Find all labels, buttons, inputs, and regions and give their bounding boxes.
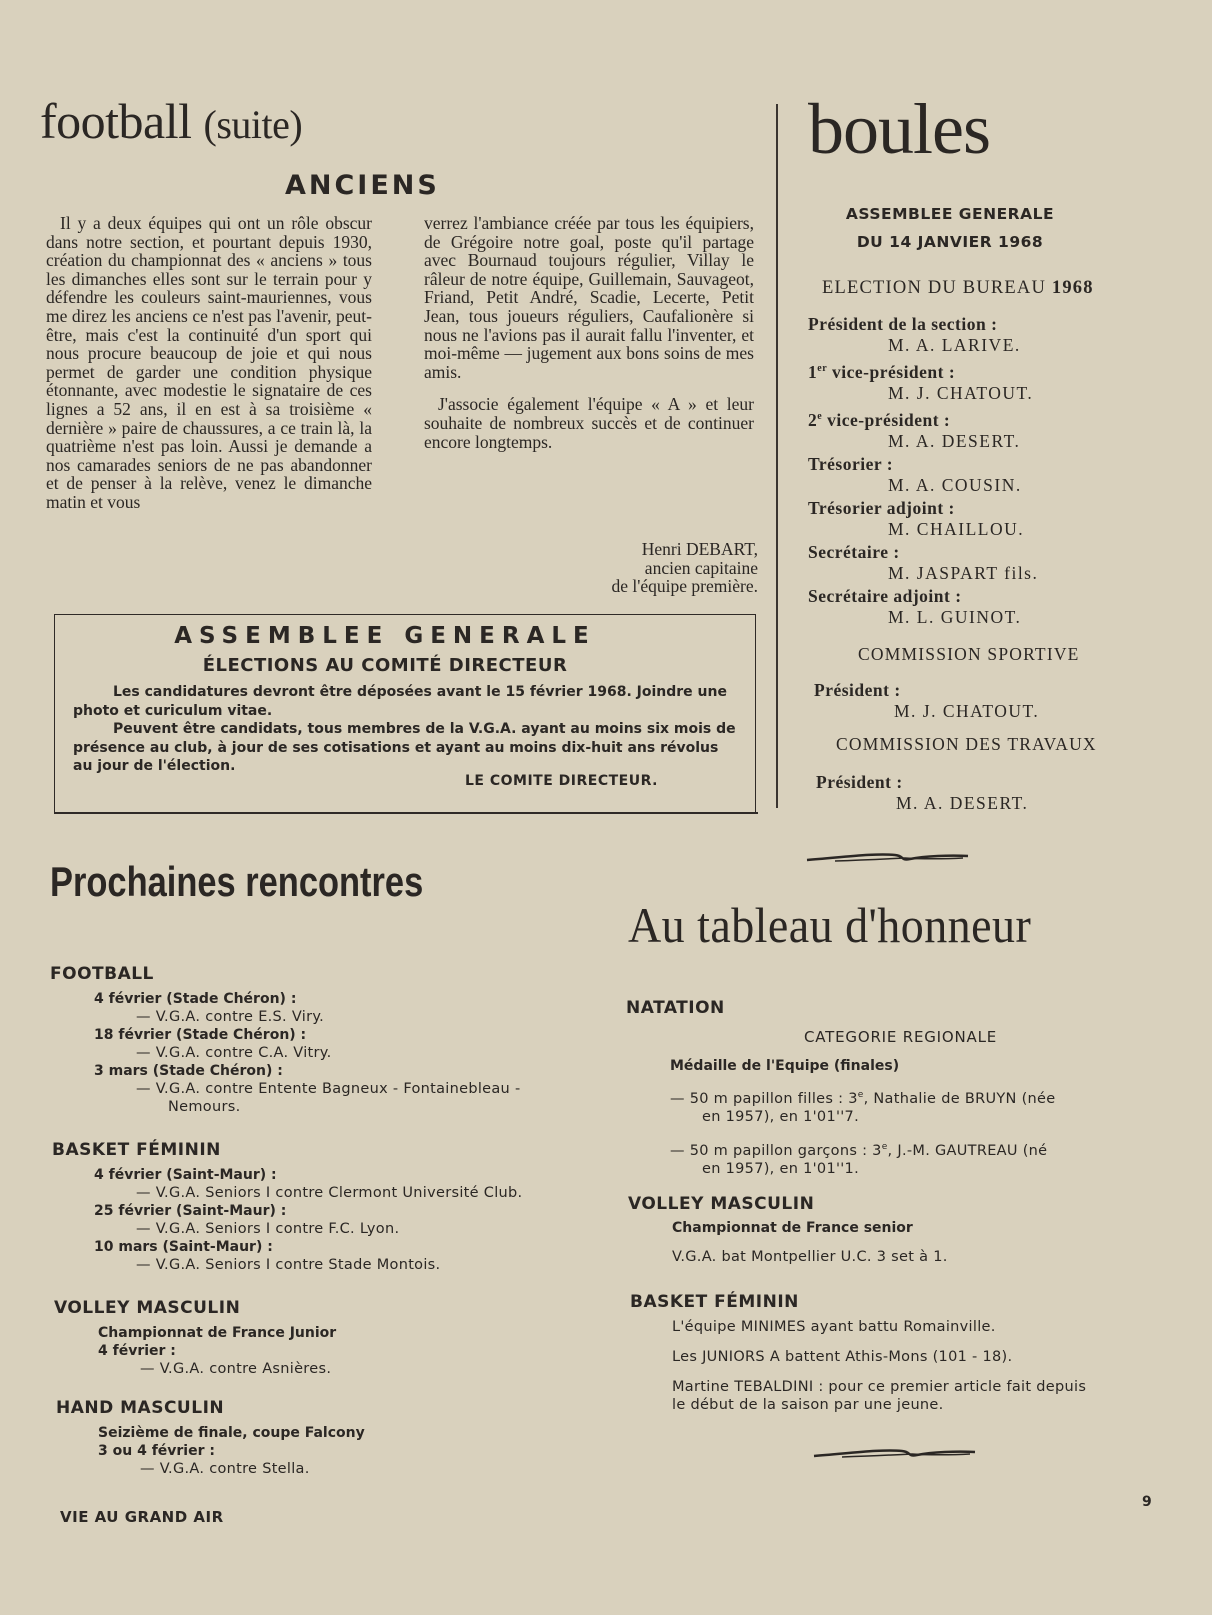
natation-result-line: en 1957), en 1'01''1. <box>702 1160 859 1177</box>
ag-notice-para-2: Peuvent être candidats, tous membres de la V.G.A. ayant au moins six mois de présence au club, à jour de ses cotisations et ayant au moins dix-huit ans révolus au jour de l'élection. <box>73 721 736 774</box>
fixture-date: 25 février (Saint-Maur) : <box>94 1203 287 1219</box>
natation-result-line: en 1957), en 1'01''7. <box>702 1108 859 1125</box>
bureau-member: M. CHAILLOU. <box>888 518 1025 539</box>
fixture-match: — V.G.A. contre Stella. <box>140 1461 310 1477</box>
football-title-suffix: (suite) <box>203 102 303 147</box>
fixture-sport-heading: VOLLEY MASCULIN <box>54 1298 241 1318</box>
result-text: , Nathalie de BRUYN (née <box>863 1090 1056 1107</box>
election-bureau-heading <box>822 278 1094 299</box>
natation-results <box>626 998 1156 1178</box>
commission-sportive-list <box>814 680 1039 722</box>
anciens-column-1: Il y a deux équipes qui ont un rôle obscur dans notre section, et pourtant depuis 1930, création du championnat des « anciens » tous les dimanches elles sont sur le terrain pour y défendre les couleurs saint-mauriennes, vous me direz les anciens ce n'est pas l'avenir, peut-être, mais c'est la continuité d'un sport qui nous procure beaucoup de joie et qui nous permet de garder une condition physique étonnante, avec modestie le signataire de ces lignes a 52 ans, il en est à sa troisième « dernière » paire de chaussures, a ce train là, la quatrième n'est pas loin. Aussi je demande a nos camarades seniors de ne pas abandonner et de penser à la relève, venez le dimanche matin et vous <box>46 213 372 512</box>
volley-result: V.G.A. bat Montpellier U.C. 3 set à 1. <box>672 1249 948 1265</box>
fixture-date: 10 mars (Saint-Maur) : <box>94 1239 273 1255</box>
football-heading <box>40 92 302 150</box>
basket-results <box>630 1292 1160 1414</box>
cs-member: M. J. CHATOUT. <box>894 701 1040 721</box>
boules-ag-line-1: ASSEMBLEE GENERALE <box>845 205 1055 223</box>
column-divider <box>776 104 778 808</box>
commission-travaux-list <box>816 772 1028 814</box>
fixture-date: 3 mars (Stade Chéron) : <box>94 1063 283 1079</box>
bureau-role: Président de la section : <box>808 314 998 334</box>
ag-notice-title: ASSEMBLEE GENERALE <box>174 623 596 649</box>
football-fixtures <box>50 964 610 1116</box>
bureau-role: Trésorier adjoint : <box>808 497 955 518</box>
natation-result-line <box>670 1138 1156 1160</box>
bureau-role: Secrétaire adjoint : <box>808 585 962 606</box>
natation-result-line <box>670 1086 1156 1108</box>
role-number: 1 <box>808 361 818 382</box>
fixture-sport-heading: FOOTBALL <box>50 964 154 984</box>
bureau-member: M. A. COUSIN. <box>888 474 1022 495</box>
fixture-match: — V.G.A. contre Asnières. <box>140 1361 332 1377</box>
fixture-competition: Championnat de France Junior <box>98 1325 337 1341</box>
fixture-match: — V.G.A. Seniors I contre Stade Montois. <box>136 1257 441 1273</box>
cs-role: Président : <box>814 680 901 700</box>
commission-travaux-heading: COMMISSION DES TRAVAUX <box>836 734 1097 754</box>
fixture-date: 4 février (Stade Chéron) : <box>94 991 297 1007</box>
fixture-sport-heading: BASKET FÉMININ <box>52 1140 221 1160</box>
page-number: 9 <box>1142 1494 1152 1510</box>
boules-title: boules <box>808 89 990 169</box>
natation-category: CATEGORIE REGIONALE <box>804 1028 998 1046</box>
assemblee-generale-notice <box>54 614 756 814</box>
boules-ag-heading <box>830 200 1070 256</box>
signature <box>540 540 758 596</box>
bureau-role: Trésorier : <box>808 453 894 474</box>
fixture-date: 18 février (Stade Chéron) : <box>94 1027 307 1043</box>
fixture-sport-heading: HAND MASCULIN <box>56 1398 225 1418</box>
result-text: , J.-M. GAUTREAU (né <box>887 1142 1048 1159</box>
bureau-member: M. L. GUINOT. <box>888 606 1022 627</box>
fixture-match-continued: Nemours. <box>168 1099 241 1115</box>
result-sport-heading: VOLLEY MASCULIN <box>628 1194 815 1214</box>
fixture-match: — V.G.A. Seniors I contre Clermont Université Club. <box>136 1185 523 1201</box>
fixture-match: — V.G.A. contre E.S. Viry. <box>136 1009 325 1025</box>
volley-competition: Championnat de France senior <box>672 1220 913 1236</box>
ag-notice-body <box>73 683 737 776</box>
role-label: vice-président : <box>832 361 956 382</box>
role-ordinal: er <box>817 363 828 374</box>
fixture-date: 4 février : <box>98 1343 176 1359</box>
basket-result-line: L'équipe MINIMES ayant battu Romainville. <box>672 1319 996 1335</box>
basket-result-line: Les JUNIORS A battent Athis-Mons (101 - 18). <box>672 1349 1013 1365</box>
election-bureau-label: ELECTION DU BUREAU <box>822 278 1047 298</box>
anciens-column-2 <box>424 214 754 451</box>
basket-fixtures <box>52 1140 612 1274</box>
ag-notice-shadow-rule <box>54 812 758 814</box>
fixture-match: — V.G.A. Seniors I contre F.C. Lyon. <box>136 1221 400 1237</box>
natation-subheading: Médaille de l'Equipe (finales) <box>670 1058 900 1074</box>
bureau-member: M. JASPART fils. <box>888 562 1039 583</box>
bureau-role: Secrétaire : <box>808 541 900 562</box>
bureau-role <box>808 358 1108 383</box>
signature-role-2: de l'équipe première. <box>611 576 758 597</box>
ct-member: M. A. DESERT. <box>896 793 1029 813</box>
bureau-member: M. J. CHATOUT. <box>888 382 1034 403</box>
bureau-role <box>808 406 1108 431</box>
anciens-paragraph-equipe-a: J'associe également l'équipe « A » et leur souhaite de nombreux succès et de continuer encore longtemps. <box>424 394 754 452</box>
fixture-date: 4 février (Saint-Maur) : <box>94 1167 277 1183</box>
fixture-competition: Seizième de finale, coupe Falcony <box>98 1425 365 1441</box>
ag-notice-para-1: Les candidatures devront être déposées avant le 15 février 1968. Joindre une photo et curiculum vitae. <box>73 684 727 719</box>
prochaines-rencontres-title: Prochaines rencontres <box>50 858 424 905</box>
fixture-date: 3 ou 4 février : <box>98 1443 215 1459</box>
basket-result-line: le début de la saison par une jeune. <box>672 1397 944 1413</box>
commission-sportive-heading: COMMISSION SPORTIVE <box>858 644 1080 664</box>
role-ordinal: e <box>817 410 823 422</box>
fixture-match: — V.G.A. contre C.A. Vitry. <box>136 1045 332 1061</box>
basket-result-line: Martine TEBALDINI : pour ce premier article fait depuis <box>672 1379 1087 1395</box>
result-sport-heading: BASKET FÉMININ <box>630 1292 799 1312</box>
fixture-match: — V.G.A. contre Entente Bagneux - Fontainebleau - <box>136 1081 521 1097</box>
role-label: vice-président : <box>827 409 951 430</box>
anciens-paragraph-continued: verrez l'ambiance créée par tous les équipiers, de Grégoire notre goal, poste qu'il partage avec Bournaud toujours régulier, Villay le râleur de notre équipe, Guillemain, Sauvageot, Friand, Petit André, Scadie, Lecerte, Petit Jean, tous joueurs réguliers, Caufalionère si nous ne l'avions pas il aurait fallu l'inventer, et moi-même — jugement aux bons soins de mes amis. <box>424 213 754 382</box>
signature-role-1: ancien capitaine <box>644 557 758 578</box>
ag-notice-subtitle: ÉLECTIONS AU COMITÉ DIRECTEUR <box>202 655 568 676</box>
football-title: football <box>40 93 192 149</box>
volley-fixtures <box>54 1298 614 1378</box>
hand-fixtures <box>56 1398 616 1478</box>
anciens-heading: ANCIENS <box>285 170 440 201</box>
result-ordinal: e <box>857 1090 864 1100</box>
boules-ag-line-2: DU 14 JANVIER 1968 <box>856 233 1044 251</box>
signature-name: Henri DEBART, <box>641 539 758 559</box>
volley-results <box>628 1194 1158 1266</box>
tableau-honneur-title: Au tableau d'honneur <box>628 897 1032 953</box>
result-text: — 50 m papillon filles : 3 <box>670 1090 858 1107</box>
ag-notice-signature: LE COMITE DIRECTEUR. <box>465 773 658 789</box>
bureau-member: M. A. LARIVE. <box>888 335 1021 355</box>
ornament-divider-icon <box>805 851 970 865</box>
result-sport-heading: NATATION <box>626 998 725 1018</box>
role-number: 2 <box>808 409 818 430</box>
ct-role: Président : <box>816 772 903 792</box>
publication-name: VIE AU GRAND AIR <box>60 1508 224 1526</box>
ornament-divider-icon <box>812 1447 977 1461</box>
result-ordinal: e <box>881 1141 888 1152</box>
result-text: — 50 m papillon garçons : 3 <box>670 1142 882 1159</box>
election-bureau-year: 1968 <box>1051 278 1094 298</box>
bureau-list <box>808 314 1108 628</box>
bureau-member: M. A. DESERT. <box>888 430 1021 451</box>
